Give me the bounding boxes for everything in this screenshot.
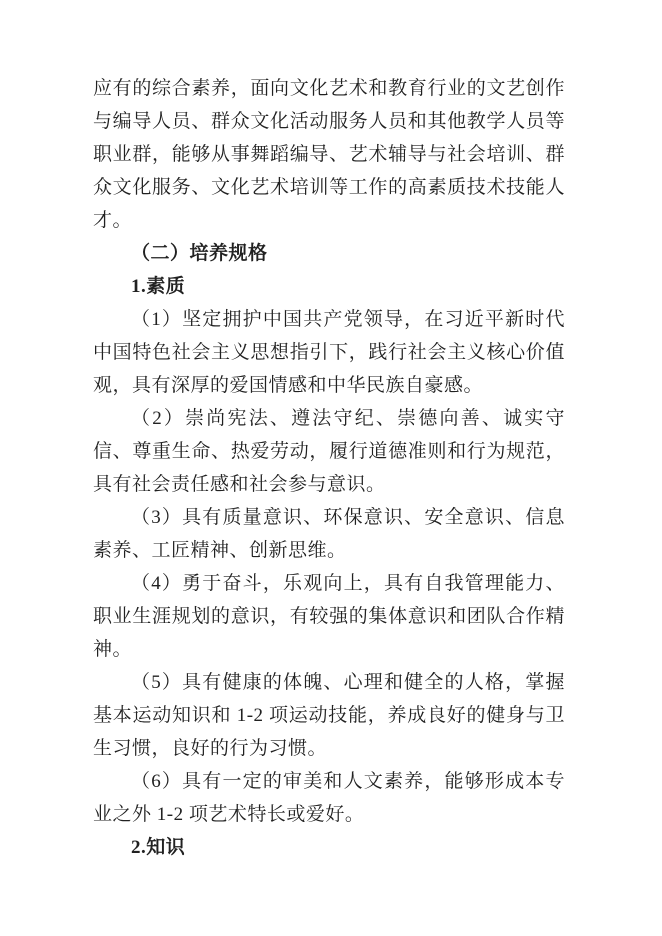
subsection-heading-suzhi: 1.素质 <box>131 276 186 297</box>
subsection-heading-zhishi: 2.知识 <box>131 837 186 858</box>
paragraph-item-2-ethics: （2）崇尚宪法、遵法守纪、崇德向善、诚实守信、尊重生命、热爱劳动，履行道德准则和行为规范，具有社会责任感和社会参与意识。 <box>93 408 565 495</box>
paragraph-item-6-aesthetics: （6）具有一定的审美和人文素养，能够形成本专业之外 1-2 项艺术特长或爱好。 <box>93 771 565 825</box>
paragraph-item-4-self-management: （4）勇于奋斗，乐观向上，具有自我管理能力、职业生涯规划的意识，有较强的集体意识和团队合作精神。 <box>93 573 565 660</box>
section-heading-training-specifications: （二）培养规格 <box>131 243 268 264</box>
paragraph-continuation-talent-goal: 应有的综合素养，面向文化艺术和教育行业的文艺创作与编导人员、群众文化活动服务人员和其他教学人员等职业群，能够从事舞蹈编导、艺术辅导与社会培训、群众文化服务、文化艺术培训等工作的高素质技术技能人才。 <box>93 78 565 231</box>
paragraph-item-1-party-leadership: （1）坚定拥护中国共产党领导，在习近平新时代中国特色社会主义思想指引下，践行社会主义核心价值观，具有深厚的爱国情感和中华民族自豪感。 <box>93 309 565 396</box>
paragraph-item-5-health: （5）具有健康的体魄、心理和健全的人格，掌握基本运动知识和 1-2 项运动技能，养成良好的健身与卫生习惯，良好的行为习惯。 <box>93 672 565 759</box>
document-content <box>93 72 565 864</box>
paragraph-item-3-awareness: （3）具有质量意识、环保意识、安全意识、信息素养、工匠精神、创新思维。 <box>93 507 565 561</box>
